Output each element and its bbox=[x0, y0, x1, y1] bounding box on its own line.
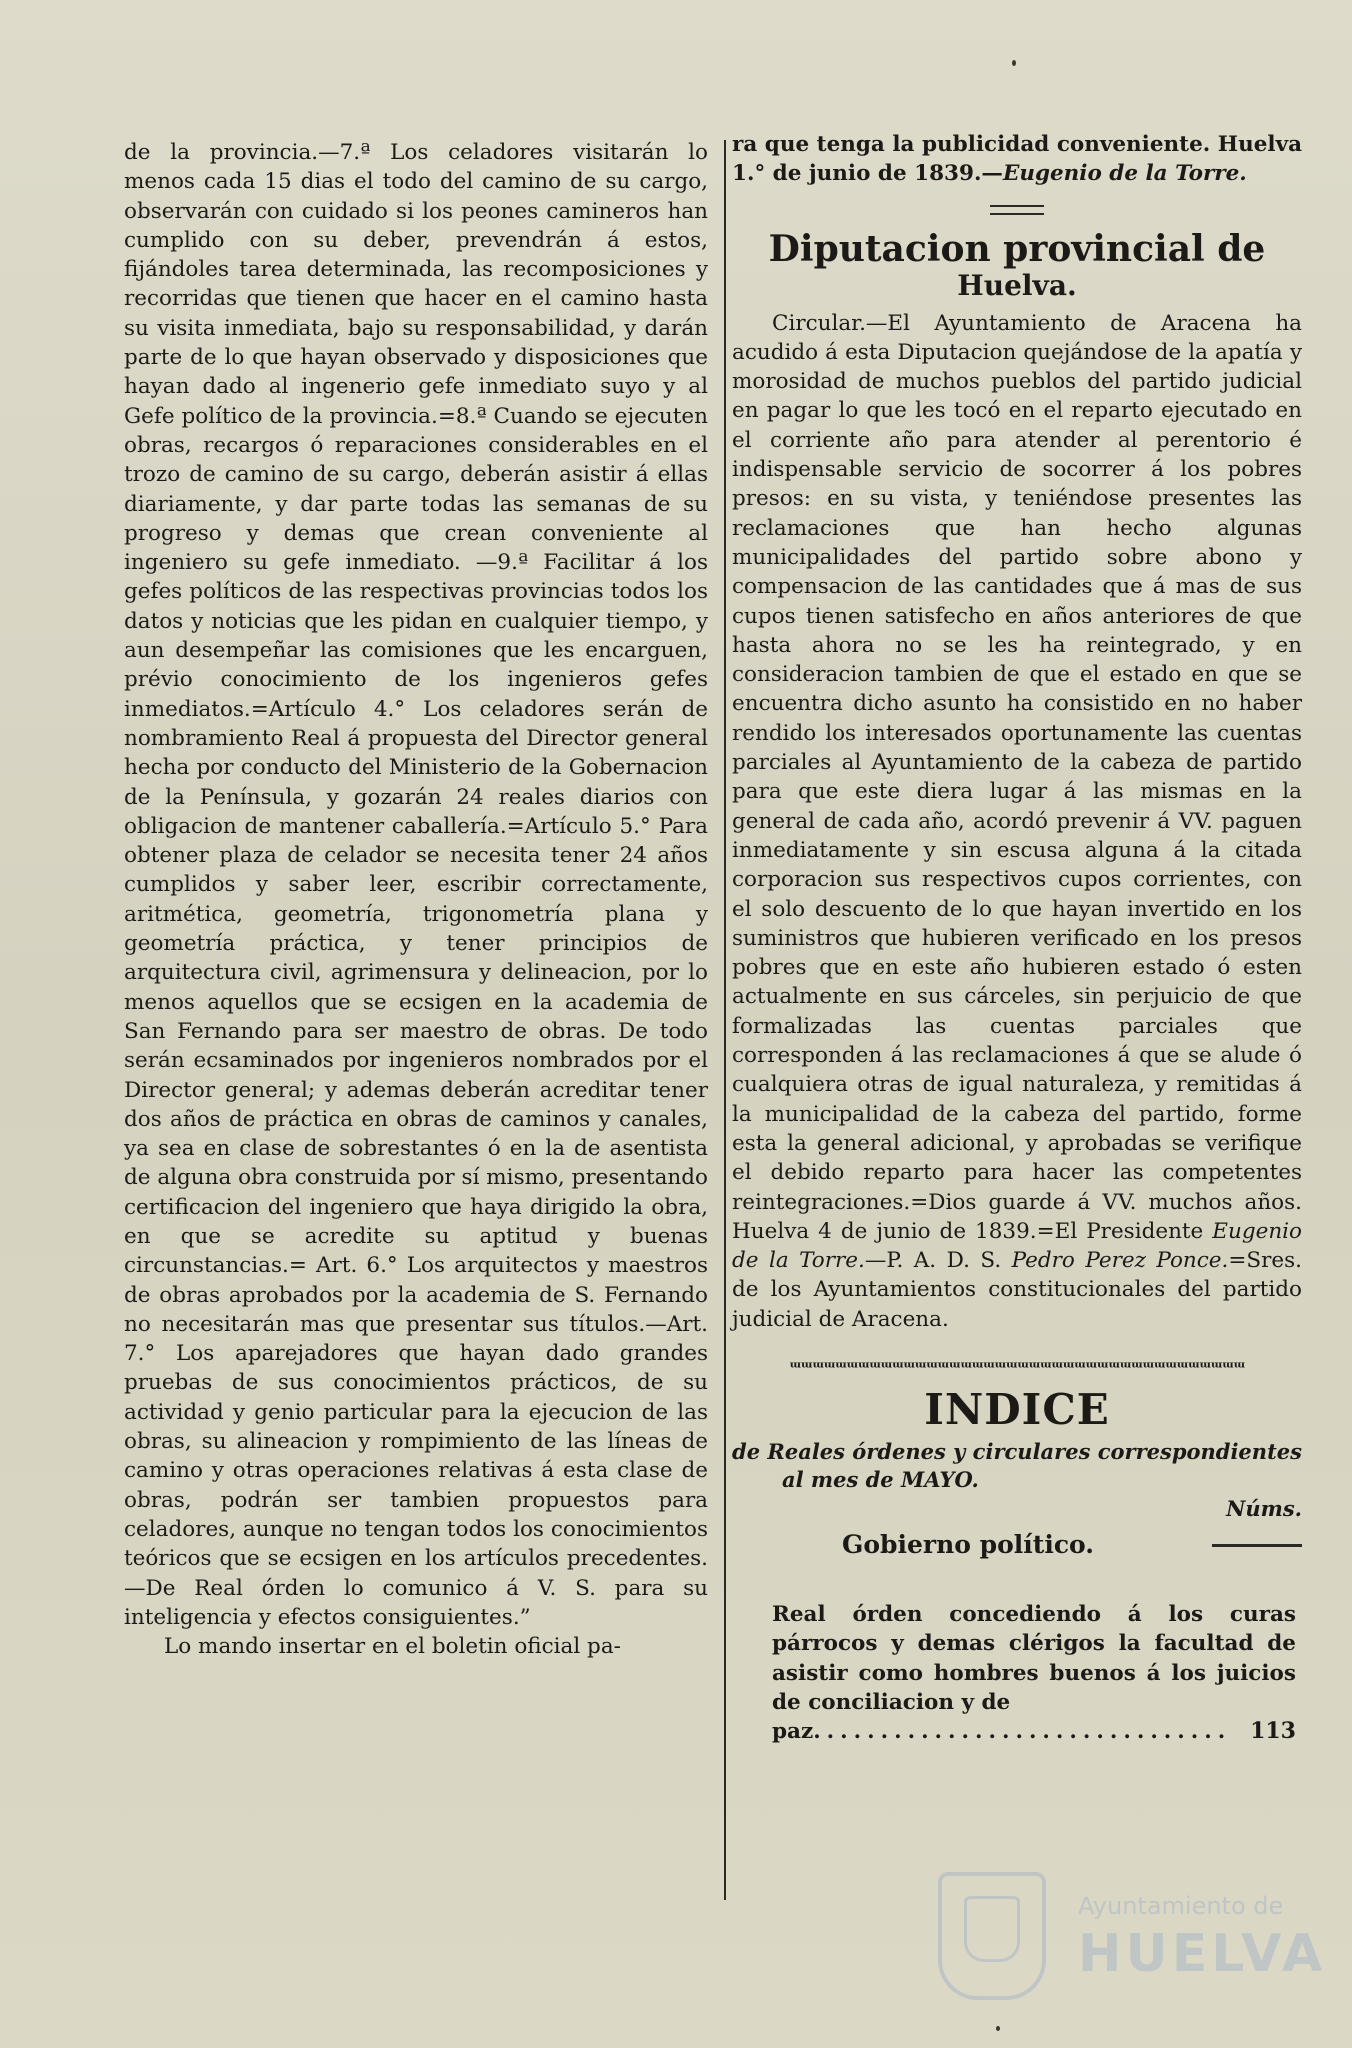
section-heading-line2: Huelva. bbox=[957, 268, 1077, 302]
left-column-closing: Lo mando insertar en el boletin oficial pa- bbox=[164, 1634, 621, 1660]
nums-rule bbox=[1212, 1544, 1302, 1547]
gobierno-row bbox=[732, 1526, 1302, 1566]
nums-label: Núms. bbox=[1226, 1495, 1302, 1521]
watermark-line2: HUELVA bbox=[1078, 1924, 1327, 1984]
index-title: INDICE bbox=[924, 1384, 1110, 1434]
right-column bbox=[724, 130, 1302, 1746]
index-entry-last: paz bbox=[772, 1719, 814, 1745]
left-column bbox=[124, 138, 708, 1661]
index-section-title: Gobierno político. bbox=[842, 1529, 1094, 1559]
circular-recipients: =Sres. de los Ayuntamientos constitucionales del partido judicial de Aracena. bbox=[732, 1248, 1302, 1332]
left-column-body: de la provincia.—7.ª Los celadores visitarán lo menos cada 15 dias el todo del camino de su cargo, observarán con cuidado si los peones camineros han cumplido con su deber, prevendrán á estos, fijándoles tarea determinada, las recomposiciones y recorridas que tienen que hacer en el camino hasta su visita inmediata, bajo su responsabilidad, y darán parte de lo que hayan observado y disposiciones que hayan dado al ingenerio gefe inmediato suyo y al Gefe político de la provincia.=8.ª Cuando se ejecuten obras, recargos ó reparaciones considerables en el trozo de camino de su cargo, deberán asistir á ellas diariamente, y dar parte todas las semanas de su progreso y demas que crean conveniente al ingeniero su gefe inmediato. —9.ª Facilitar á los gefes políticos de las respectivas provincias todos los datos y noticias que les pidan en cualquier tiempo, y aun desempeñar las comisiones que les encarguen, prévio conocimiento de los ingenieros gefes inmediatos.=Artículo 4.° Los celadores serán de nombramiento Real á propuesta del Director general hecha por conducto del Ministerio de la Gobernacion de la Península, y gozarán 24 reales diarios con obligacion de mantener caballería.=Artículo 5.° Para obtener plaza de celador se necesita tener 24 años cumplidos y saber leer, escribir correctamente, aritmética, geometría, trigonometría plana y geometría práctica, y tener principios de arquitectura civil, agrimensura y delineacion, por lo menos aquellos que se ecsigen en la academia de San Fernando para ser maestro de obras. De todo serán ecsaminados por ingenieros nombrados por el Director general; y ademas deberán acreditar tener dos años de práctica en obras de caminos y canales, ya sea en clase de sobrestantes ó en la de asentista de alguna obra construida por sí mismo, presentando certificacion del ingeniero que haya dirigido la obra, en que se acredite su aptitud y buenas circunstancias.= Art. 6.° Los arquitectos y maestros de obras aprobados por la academia de S. Fernando no necesitarán mas que presentar sus títulos.—Art. 7.° Los aparejadores que hayan dado grandes pruebas de sus conocimientos prácticos, de su actividad y genio particular para la ejecucion de las obras, su alineacion y rompimiento de las líneas de camino y otras operaciones relativas á esta clase de obras, podrán ser tambien propuestos para celadores, aunque no tengan todos los conocimientos teóricos que se ecsigen en los artículos precedentes.—De Real órden lo comunico á V. S. para su inteligencia y efectos consiguientes.” bbox=[124, 140, 708, 1630]
index-entry-number: 113 bbox=[1250, 1718, 1296, 1745]
watermark bbox=[938, 1872, 1327, 2002]
index-entry bbox=[732, 1600, 1302, 1746]
nums-row bbox=[732, 1494, 1302, 1524]
index-entry-text: Real órden concediendo á los curas párrocos y demas clérigos la facultad de asistir como hombres buenos á los juicios de conciliacion y de bbox=[772, 1601, 1296, 1715]
ornamental-divider: ᵚᵚᵚᵚᵚᵚᵚᵚᵚᵚᵚᵚᵚᵚᵚᵚᵚᵚᵚᵚᵚᵚᵚᵚᵚᵚᵚᵚᵚᵚᵚᵚᵚᵚᵚᵚᵚᵚᵚᵚ bbox=[789, 1357, 1245, 1372]
circular-signature-separator: —P. A. D. S. bbox=[864, 1248, 1012, 1274]
circular-text: Circular.—El Ayuntamiento de Aracena ha acudido á esta Diputacion quejándose de la apatía y morosidad de muchos pueblos del partido judicial en pagar lo que les tocó en el reparto ejecutado en el corriente año para atender al perentorio é indispensable servicio de socorrer á los pobres presos: en su vista, y teniéndose presentes las reclamaciones que han hecho algunas municipalidades del partido sobre abono y compensacion de las cantidades que á mas de sus cupos tienen satisfecho en años anteriores de que hasta ahora no se les ha reintegrado, y en consideracion tambien de que el estado en que se encuentra dicho asunto ha consistido en no haber rendido los interesados oportunamente las cuentas parciales al Ayuntamiento de la cabeza de partido para que este diera lugar á las mismas en la general de cada año, acordó prevenir á VV. paguen inmediatamente y sin escusa alguna á la citada corporacion sus respectivos cupos corrientes, con el solo descuento de lo que hayan invertido en los suministros que hubieren verificado en los presos pobres que en este año hubieren estado ó esten actualmente en sus cárceles, sin perjuicio de que formalizadas las cuentas parciales que corresponden á las reclamaciones á que se alude ó cualquiera otras de igual naturaleza, y remitidas á la municipalidad de la cabeza del partido, forme esta la general adicional, y aprobadas se verifique el debido reparto para hacer las competentes reintegraciones.=Dios guarde á VV. muchos años. Huelva 4 de junio de 1839.=El Presidente bbox=[732, 310, 1302, 1244]
paper-speck bbox=[996, 2026, 1000, 2031]
publication-signature: Eugenio de la Torre. bbox=[1002, 161, 1247, 187]
watermark-line1: Ayuntamiento de bbox=[1078, 1892, 1284, 1920]
circular-signature-2: Pedro Perez Ponce. bbox=[1011, 1248, 1229, 1274]
publication-note bbox=[732, 130, 1302, 189]
index-subtitle-line2: al mes de MAYO. bbox=[782, 1466, 979, 1492]
section-heading-line1: Diputacion provincial de bbox=[768, 227, 1266, 270]
circular-signature-1: Eugenio de la Torre. bbox=[732, 1218, 1302, 1274]
circular-body bbox=[732, 309, 1302, 1334]
index-subtitle-line1: de Reales órdenes y circulares correspondientes bbox=[732, 1438, 1302, 1464]
paper-speck bbox=[1012, 60, 1016, 66]
publication-note-text: ra que tenga la publicidad conveniente. Huelva 1.° de junio de 1839.— bbox=[732, 132, 1302, 187]
short-double-rule bbox=[990, 205, 1044, 215]
coat-of-arms-icon bbox=[938, 1872, 1046, 2000]
index-entry-dots: ............................... bbox=[813, 1719, 1232, 1745]
index-entry-leader bbox=[772, 1717, 1296, 1746]
section-heading bbox=[732, 229, 1302, 303]
